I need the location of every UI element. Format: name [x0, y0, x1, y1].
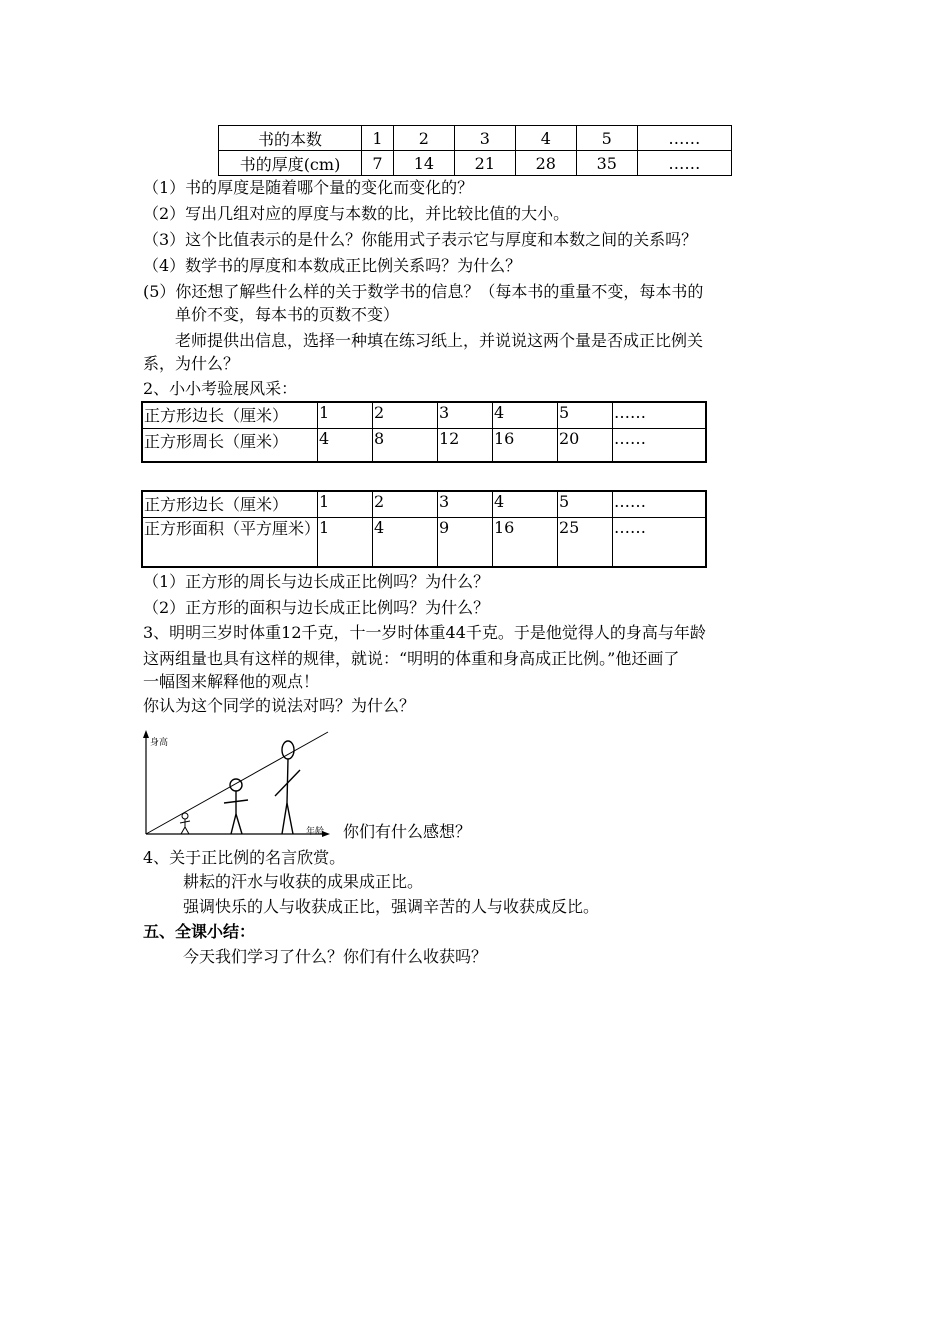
question-text: （4）数学书的厚度和本数成正比例关系吗？为什么？ [143, 256, 522, 275]
paragraph-text: 一幅图来解释他的观点！ [143, 672, 320, 691]
table-cell: 3 [454, 126, 515, 151]
paragraph-text: 老师提供出信息，选择一种填在练习纸上，并说说这两个量是否成正比例关 [175, 331, 704, 350]
table-cell: 4 [318, 428, 373, 462]
table-cell: 4 [373, 517, 438, 567]
question-text: （1）正方形的周长与边长成正比例吗？为什么？ [143, 572, 490, 591]
table-cell: 1 [318, 517, 373, 567]
paragraph-text: 3、明明三岁时体重12千克，十一岁时体重44千克。于是他觉得人的身高与年龄 [143, 623, 706, 642]
table-cell: 20 [558, 428, 613, 462]
table-cell: 28 [515, 151, 576, 176]
section-heading: 4、关于正比例的名言欣赏。 [143, 848, 346, 867]
table-cell: 正方形边长（厘米） [142, 491, 318, 517]
table-cell: 书的本数 [219, 126, 362, 151]
table-cell: 1 [362, 126, 394, 151]
paragraph-text: 系，为什么？ [143, 354, 240, 373]
table-cell: 8 [373, 428, 438, 462]
table-cell: 4 [493, 491, 558, 517]
table-cell: 正方形周长（厘米） [142, 428, 318, 462]
table-cell: …… [613, 428, 707, 462]
section-heading: 2、小小考验展风采： [143, 379, 298, 398]
table-row [142, 402, 706, 428]
figure-caption: 你们有什么感想？ [343, 822, 472, 841]
table-cell: 5 [558, 402, 613, 428]
book-table [218, 125, 732, 176]
table-cell: 7 [362, 151, 394, 176]
table-cell: …… [637, 151, 731, 176]
paragraph-text: 这两组量也具有这样的规律，就说：“明明的体重和身高成正比例。”他还画了 [143, 649, 680, 668]
table-cell: 4 [515, 126, 576, 151]
table-cell: 正方形边长（厘米） [142, 402, 318, 428]
table-cell: 2 [393, 126, 454, 151]
table-cell: 16 [493, 517, 558, 567]
table-cell: 书的厚度(cm) [219, 151, 362, 176]
table-cell: …… [637, 126, 731, 151]
table-cell: 12 [438, 428, 493, 462]
quote-text: 强调快乐的人与收获成正比，强调辛苦的人与收获成反比。 [183, 897, 600, 916]
area-table [141, 490, 707, 568]
summary-text: 今天我们学习了什么？你们有什么收获吗？ [183, 947, 488, 966]
table-cell: …… [613, 402, 707, 428]
table-row [219, 126, 732, 151]
table-cell: …… [613, 517, 707, 567]
table-cell: 1 [318, 491, 373, 517]
table-cell: 16 [493, 428, 558, 462]
teen-figure [224, 779, 248, 834]
question-text: （1）书的厚度是随着哪个量的变化而变化的？ [143, 178, 474, 197]
table-row [219, 151, 732, 176]
quote-text: 耕耘的汗水与收获的成果成正比。 [183, 872, 424, 891]
table-cell: 正方形面积（平方厘米） [142, 517, 318, 567]
table-cell: 9 [438, 517, 493, 567]
question-text: （3）这个比值表示的是什么？你能用式子表示它与厚度和本数之间的关系吗？ [143, 230, 698, 249]
table-cell: 2 [373, 491, 438, 517]
y-axis-label: 身高 [150, 738, 169, 748]
table-cell: 4 [493, 402, 558, 428]
table-cell: 5 [558, 491, 613, 517]
table-cell: 25 [558, 517, 613, 567]
table-row [142, 428, 706, 462]
child-figure [180, 813, 190, 834]
section-heading: 五、全课小结： [143, 922, 256, 941]
question-text: 单价不变，每本书的页数不变） [175, 305, 400, 324]
table-cell: 2 [373, 402, 438, 428]
table-cell: 3 [438, 402, 493, 428]
paragraph-text: 你认为这个同学的说法对吗？为什么？ [143, 696, 416, 715]
table-cell: …… [613, 491, 707, 517]
height-age-sketch [140, 728, 340, 840]
question-text: （2）正方形的面积与边长成正比例吗？为什么？ [143, 598, 490, 617]
table-cell: 14 [393, 151, 454, 176]
question-text: (5）你还想了解些什么样的关于数学书的信息？（每本书的重量不变，每本书的 [143, 282, 704, 301]
x-axis-label: 年龄 [306, 827, 325, 837]
table-cell: 5 [576, 126, 637, 151]
y-axis-arrow [143, 730, 149, 738]
table-cell: 35 [576, 151, 637, 176]
table-cell: 1 [318, 402, 373, 428]
table-cell: 21 [454, 151, 515, 176]
perimeter-table [141, 401, 707, 463]
table-cell: 3 [438, 491, 493, 517]
table-row [142, 491, 706, 517]
question-text: （2）写出几组对应的厚度与本数的比，并比较比值的大小。 [143, 204, 570, 223]
table-row [142, 517, 706, 567]
